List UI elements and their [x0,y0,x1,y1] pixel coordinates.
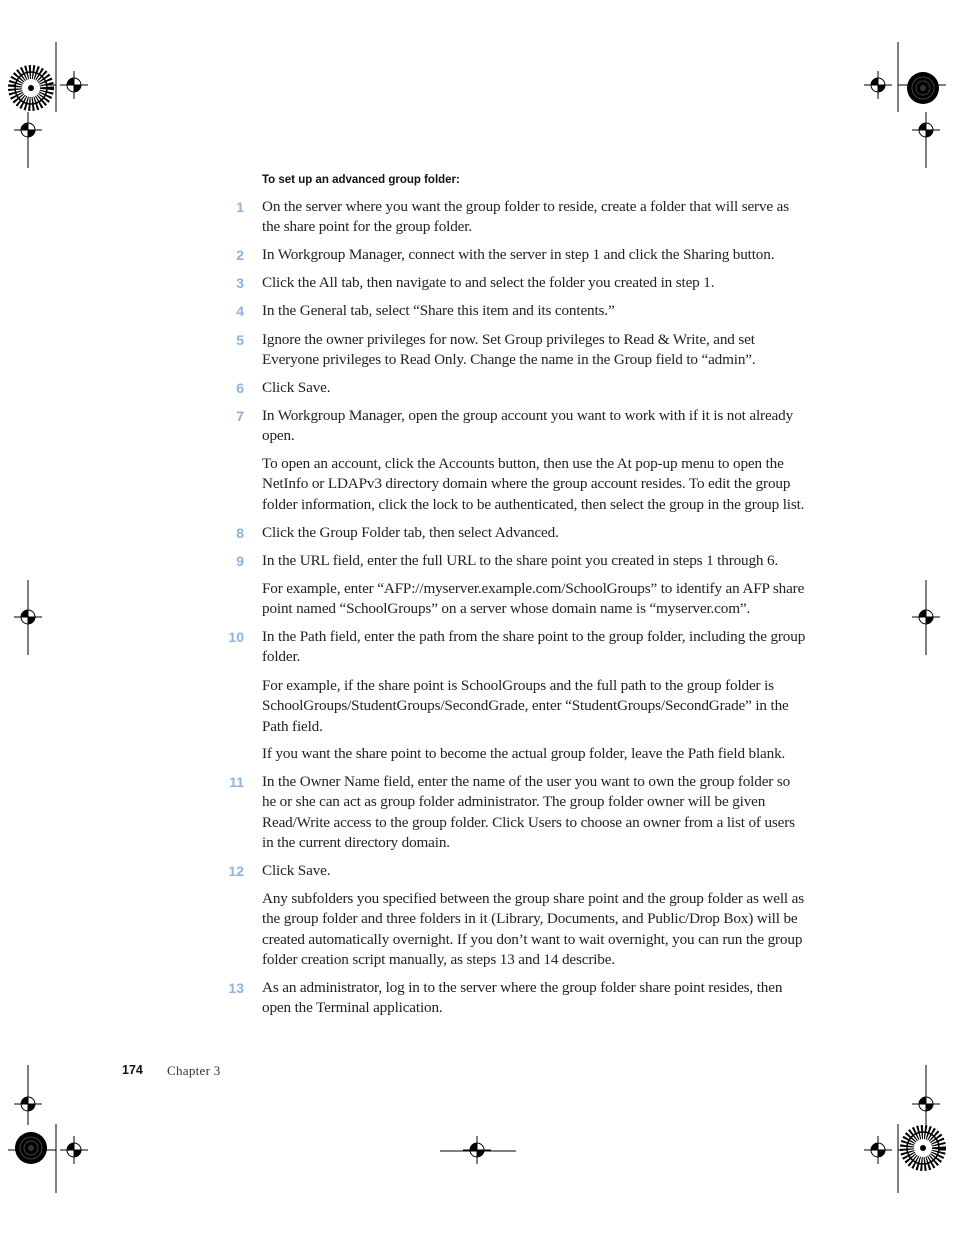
color-wheel-icon [14,1131,48,1165]
step-text: Ignore the owner privileges for now. Set Group privileges to Read & Write, and set Everyone privileges to Read Only. Change the name in the Group field to “admin”. [262,331,756,369]
step-text: In the General tab, select “Share this item and its contents.” [262,302,615,319]
registration-mark-icon [912,603,940,631]
registration-mark-icon [864,71,892,99]
step-number: 1 [236,199,244,215]
step-number: 6 [236,380,244,396]
step-text: On the server where you want the group folder to reside, create a folder that will serve as the share point for the group folder. [262,198,789,236]
registration-mark-icon [14,116,42,144]
step-note: To open an account, click the Accounts button, then use the At pop-up menu to open the NetInfo or LDAPv3 directory domain where the group account resides. To edit the group folder information, click the lock to be authenticated, then select the group in the group list. [262,455,805,513]
step-number: 3 [236,275,244,291]
step-number: 13 [228,980,244,996]
step-note: If you want the share point to become the actual group folder, leave the Path field blank. [262,745,786,762]
step-text: Click Save. [262,862,331,879]
step-note: For example, enter “AFP://myserver.example.com/SchoolGroups” to identify an AFP share point named “SchoolGroups” on a server whose domain name is “myserver.com”. [262,580,805,618]
registration-mark-icon [60,71,88,99]
step-number: 12 [228,863,244,879]
page-number: 174 [122,1063,143,1077]
registration-mark-icon [864,1136,892,1164]
step-text: Click the Group Folder tab, then select Advanced. [262,524,559,541]
step-number: 4 [236,303,244,319]
registration-mark-icon [912,1090,940,1118]
step-text: Click Save. [262,379,331,396]
step-text: In the Path field, enter the path from the share point to the group folder, including the group folder. [262,628,806,666]
step-number: 10 [228,629,244,645]
color-wheel-icon [14,71,48,105]
chapter-label: Chapter 3 [167,1063,221,1078]
registration-mark-icon [14,603,42,631]
color-wheel-icon [906,71,940,105]
step-number: 9 [236,553,244,569]
step-note: Any subfolders you specified between the group share point and the group folder as well as the group folder and three folders in it (Library, Documents, and Public/Drop Box) will be created automatically overnight. If you don’t want to wait overnight, you can run the group folder creation script manually, as steps 13 and 14 describe. [262,890,804,969]
step-text: In Workgroup Manager, open the group account you want to work with if it is not already open. [262,407,794,445]
procedure-heading: To set up an advanced group folder: [262,174,460,186]
step-number: 11 [229,774,244,790]
step-text: In the Owner Name field, enter the name of the user you want to own the group folder so he or she can act as group folder administrator. The group folder owner will be given Read/Write access to the group folder. Click Users to choose an owner from a list of users in the current directory domain. [262,773,795,852]
step-number: 2 [236,247,244,263]
step-number: 7 [236,408,244,424]
trim-line [440,1150,516,1152]
step-text: As an administrator, log in to the server where the group folder share point resides, then open the Terminal application. [262,979,783,1017]
step-number: 5 [236,332,244,348]
registration-mark-icon [60,1136,88,1164]
registration-mark-icon [14,1090,42,1118]
color-wheel-icon [906,1131,940,1165]
step-text: In Workgroup Manager, connect with the server in step 1 and click the Sharing button. [262,246,775,263]
step-text: In the URL field, enter the full URL to the share point you created in steps 1 through 6. [262,552,779,569]
step-note: For example, if the share point is SchoolGroups and the full path to the group folder is SchoolGroups/StudentGroups/SecondGrade, enter “StudentGroups/SecondGrade” in the Path field. [262,677,789,735]
step-text: Click the All tab, then navigate to and select the folder you created in step 1. [262,274,715,291]
step-number: 8 [236,525,244,541]
registration-mark-icon [912,116,940,144]
